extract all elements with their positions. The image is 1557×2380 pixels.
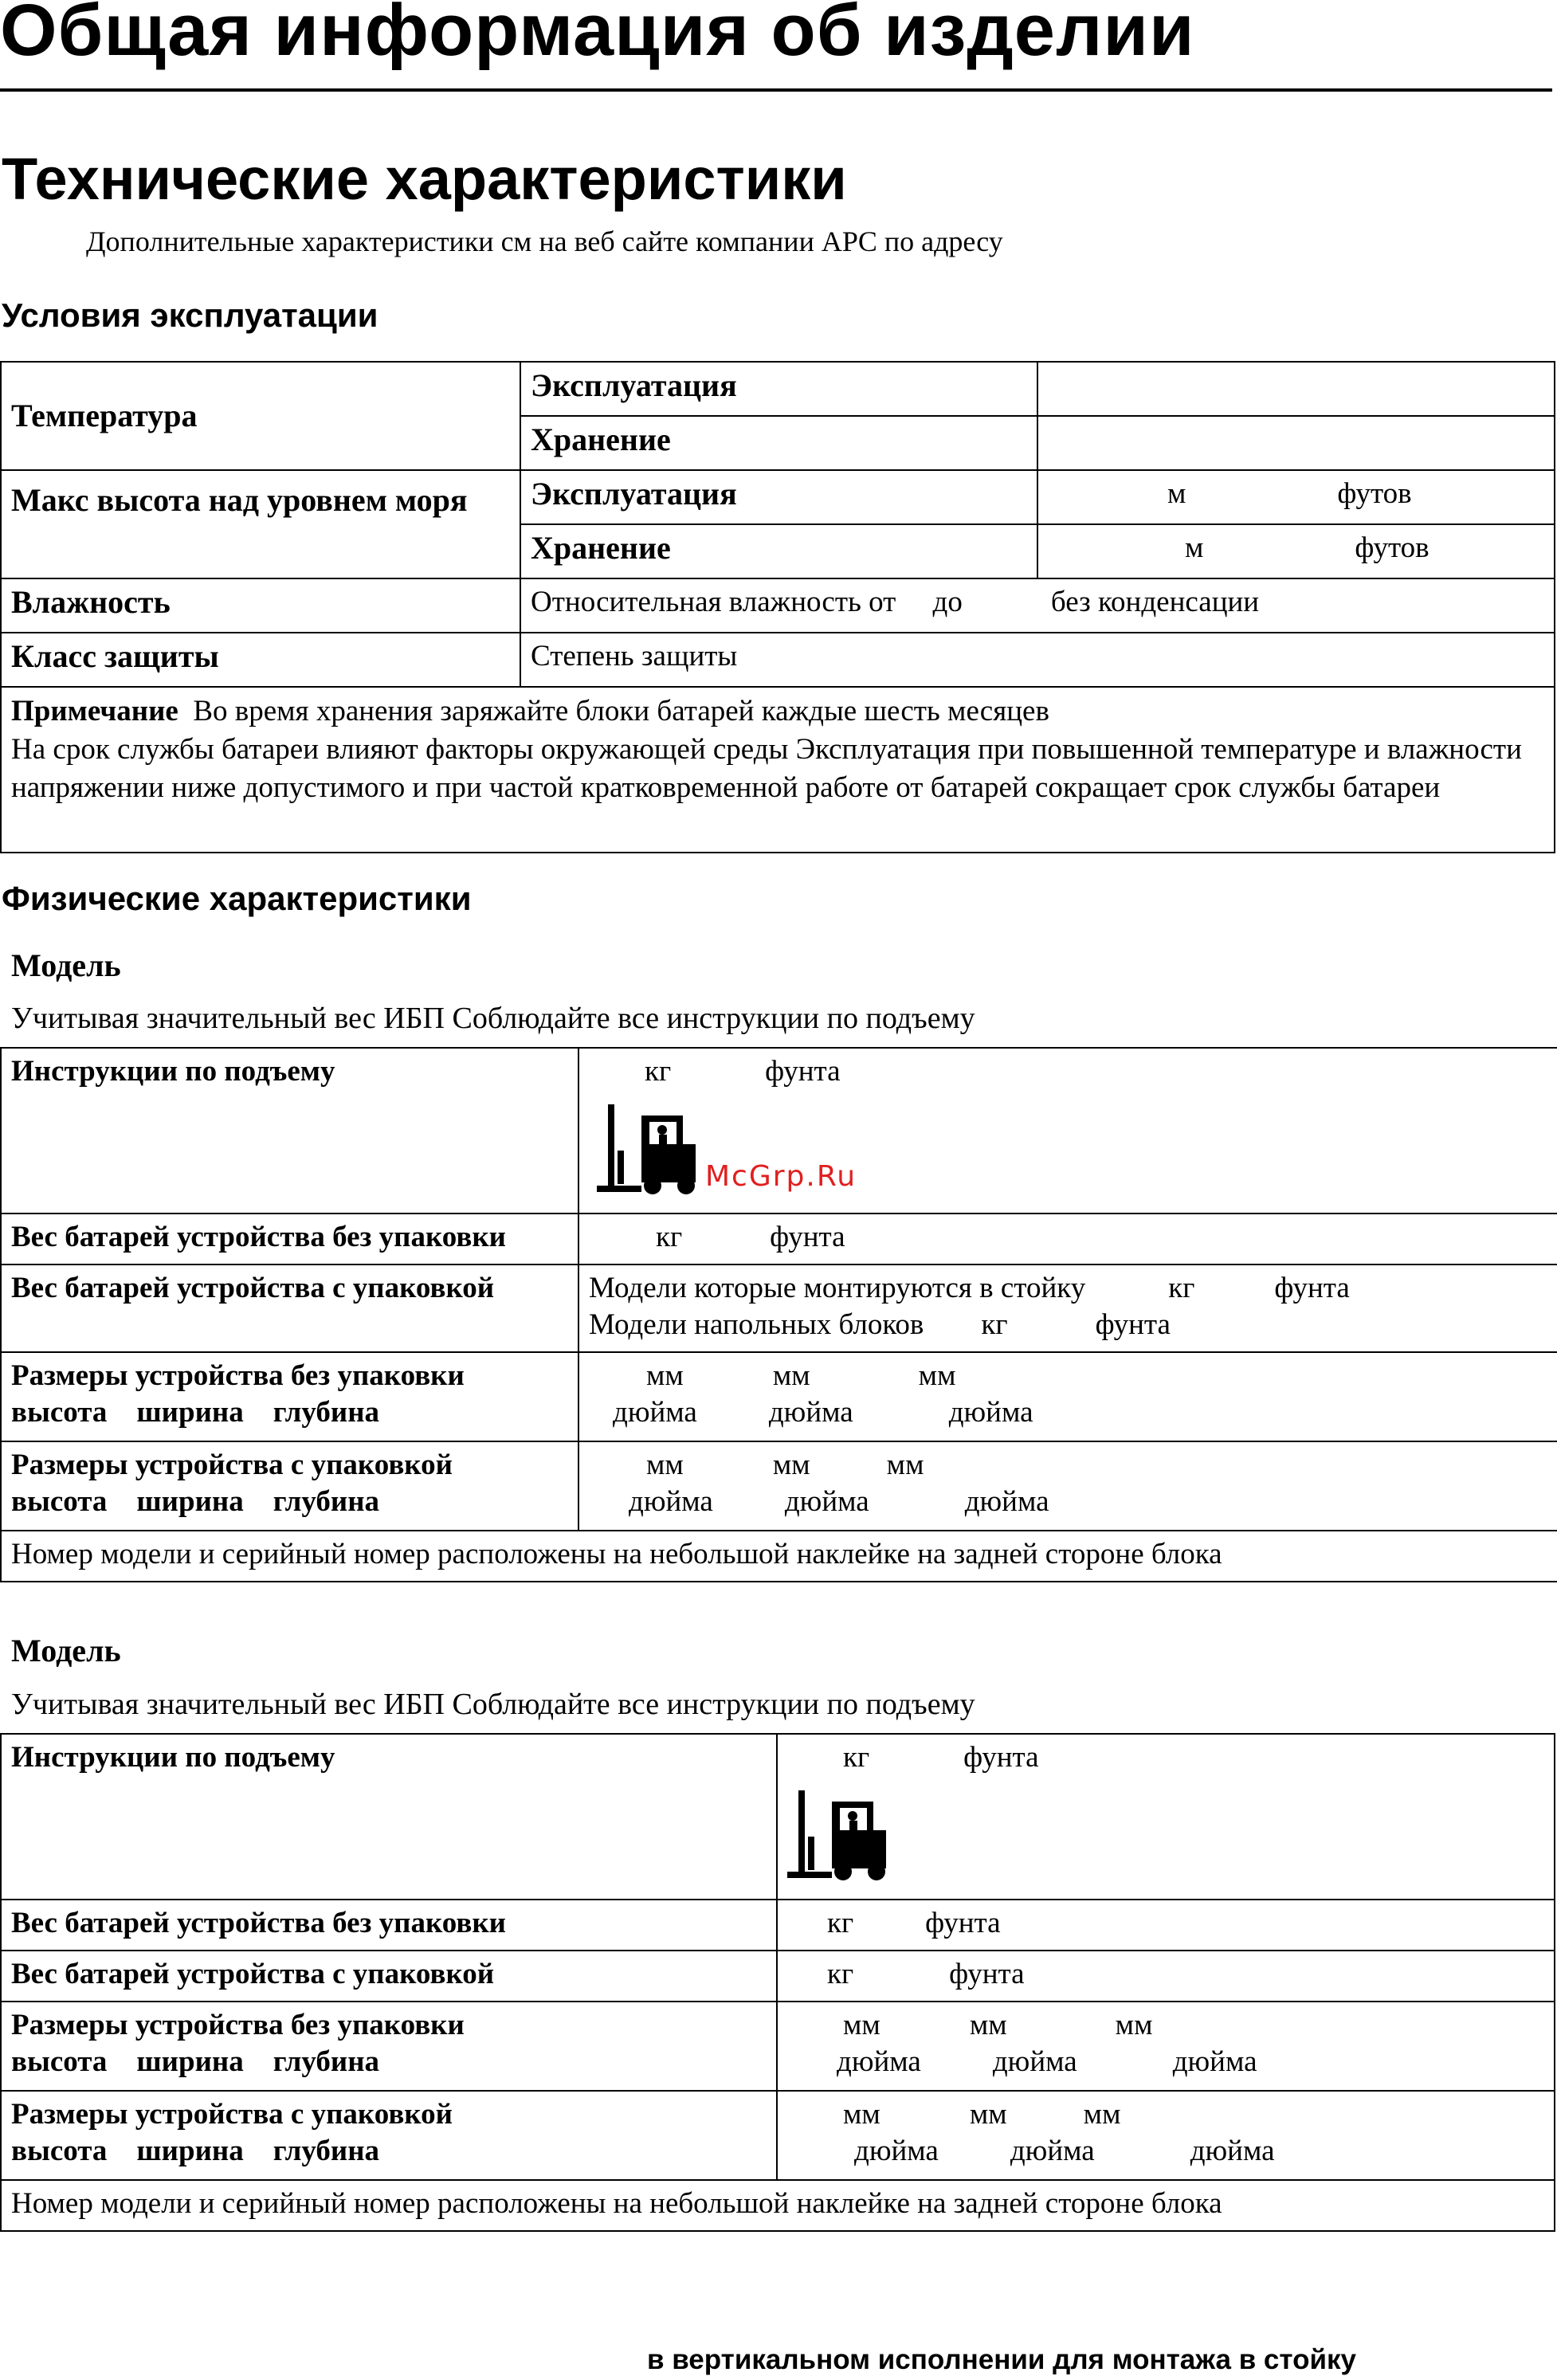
m1-wnp-lb: фунта (770, 1221, 845, 1253)
m1-lift-kg: кг (645, 1055, 672, 1088)
m1-dp-in-h: дюйма (629, 1485, 713, 1518)
m2-wp-lb: фунта (949, 1958, 1025, 1990)
intro-text: Дополнительные характеристики см на веб сайте компании APC по адресу (86, 225, 1003, 257)
m1-dnp-mm-w: мм (772, 1359, 810, 1392)
m1-dnp-title: Размеры устройства без упаковки (11, 1359, 465, 1392)
m2-dnp-in-h: дюйма (837, 2045, 921, 2078)
alt-st-unit-ft: футов (1355, 531, 1430, 564)
model-2-table (0, 1733, 1555, 2232)
m1-weight-no-pack-label: Вес батарей устройства без упаковки (1, 1214, 578, 1264)
m2-weight-no-pack-value (777, 1900, 1555, 1951)
note-text-2: На срок службы батареи влияют факторы окружающей среды Эксплуатация при повышенной температуре и влажности напряжении ниже допустимого и при частой кратковременной работе от батарей сокращает срок службы батареи (11, 733, 1522, 804)
forklift-icon (597, 1100, 708, 1198)
m2-dp-mm-d: мм (1083, 2098, 1121, 2131)
humidity-label: Влажность (1, 578, 520, 633)
alt-operation-value (1037, 470, 1555, 524)
protection-label: Класс защиты (1, 633, 520, 687)
page-footer: в вертикальном исполнении для монтажа в стойку (647, 2344, 1356, 2375)
m1-floor-kg: кг (981, 1308, 1008, 1341)
m1-lifting-label: Инструкции по подъему (1, 1048, 578, 1214)
forklift-icon (787, 1786, 899, 1884)
m2-dnp-mm-d: мм (1115, 2009, 1153, 2041)
m2-dims-no-pack-label (1, 2002, 777, 2091)
m2-weight-pack-value (777, 1951, 1555, 2002)
m1-dp-in-d: дюйма (964, 1485, 1049, 1518)
m1-rack-kg: кг (1168, 1272, 1195, 1304)
m2-wp-kg: кг (827, 1958, 854, 1990)
temp-operation-label: Эксплуатация (520, 362, 1037, 416)
m1-floor-models: Модели напольных блоков (589, 1308, 924, 1341)
section-title: Технические характеристики (2, 146, 847, 212)
m1-rack-lb: фунта (1274, 1272, 1350, 1304)
m1-dims-pack-label (1, 1441, 578, 1531)
m2-dnp-mm-h: мм (843, 2009, 880, 2041)
m2-lifting-label: Инструкции по подъему (1, 1734, 777, 1900)
m1-dp-sub: высота ширина глубина (11, 1485, 380, 1518)
m2-dnp-in-d: дюйма (1172, 2045, 1257, 2078)
m2-dims-pack-label (1, 2091, 777, 2180)
m2-lifting-value (777, 1734, 1555, 1900)
model-2-label: Модель (11, 1633, 121, 1668)
m2-wnp-lb: фунта (925, 1907, 1001, 1939)
m1-rack-models: Модели которые монтируются в стойку (589, 1272, 1086, 1304)
storage-note (1, 687, 1555, 853)
m2-dp-sub: высота ширина глубина (11, 2135, 380, 2167)
m2-dp-mm-h: мм (843, 2098, 880, 2131)
alt-storage-value (1037, 524, 1555, 578)
note-label: Примечание (11, 695, 178, 727)
m1-floor-lb: фунта (1095, 1308, 1171, 1341)
m1-dnp-in-w: дюйма (768, 1396, 853, 1429)
m2-dp-title: Размеры устройства с упаковкой (11, 2098, 453, 2131)
temp-storage-label: Хранение (520, 416, 1037, 470)
m2-dp-in-w: дюйма (1010, 2135, 1095, 2167)
m2-serial-note: Номер модели и серийный номер расположены на небольшой наклейке на задней стороне блока (1, 2180, 1555, 2231)
temperature-label: Температура (1, 362, 520, 470)
phys-heading: Физические характеристики (2, 880, 472, 917)
m1-dp-in-w: дюйма (784, 1485, 869, 1518)
temp-storage-value (1037, 416, 1555, 470)
m1-dims-no-pack-label (1, 1352, 578, 1441)
alt-op-unit-m: м (1167, 477, 1186, 510)
alt-st-unit-m: м (1185, 531, 1204, 564)
m2-wnp-kg: кг (827, 1907, 854, 1939)
m2-dp-in-h: дюйма (854, 2135, 939, 2167)
m1-dp-title: Размеры устройства с упаковкой (11, 1449, 453, 1481)
m1-dnp-mm-d: мм (918, 1359, 956, 1392)
note-text: Во время хранения заряжайте блоки батарей каждые шесть месяцев (193, 695, 1049, 727)
title-divider (0, 88, 1552, 92)
watermark: McGrp.Ru (705, 1160, 857, 1193)
m2-dp-mm-w: мм (969, 2098, 1007, 2131)
altitude-label: Макс высота над уровнем моря (1, 470, 520, 578)
temp-operation-value (1037, 362, 1555, 416)
alt-operation-label: Эксплуатация (520, 470, 1037, 524)
m1-lift-lb: фунта (765, 1055, 841, 1088)
m2-dnp-in-w: дюйма (992, 2045, 1077, 2078)
m2-dp-in-d: дюйма (1190, 2135, 1275, 2167)
m1-dnp-mm-h: мм (646, 1359, 684, 1392)
model-1-warning: Учитывая значительный вес ИБП Соблюдайте все инструкции по подъему (11, 1002, 975, 1035)
m1-dims-pack-value (578, 1441, 1557, 1531)
m1-dnp-in-h: дюйма (613, 1396, 697, 1429)
m1-dp-mm-h: мм (646, 1449, 684, 1481)
m1-weight-pack-value (578, 1264, 1557, 1352)
m1-serial-note: Номер модели и серийный номер расположены на небольшой наклейке на задней стороне блока (1, 1531, 1557, 1582)
env-heading: Условия эксплуатации (2, 296, 378, 334)
humidity-value: Относительная влажность от до без конденсации (520, 578, 1555, 633)
model-1-label: Модель (11, 947, 121, 983)
m1-dp-mm-d: мм (886, 1449, 924, 1481)
m2-weight-no-pack-label: Вес батарей устройства без упаковки (1, 1900, 777, 1951)
m2-dims-pack-value (777, 2091, 1555, 2180)
m2-dnp-mm-w: мм (969, 2009, 1007, 2041)
m1-wnp-kg: кг (656, 1221, 683, 1253)
m1-dp-mm-w: мм (772, 1449, 810, 1481)
m1-dnp-sub: высота ширина глубина (11, 1396, 380, 1429)
m1-dnp-in-d: дюйма (948, 1396, 1033, 1429)
m2-lift-kg: кг (843, 1741, 870, 1774)
alt-op-unit-ft: футов (1337, 477, 1412, 510)
page-title: Общая информация об изделии (0, 0, 1195, 71)
env-table (0, 361, 1555, 853)
alt-storage-label: Хранение (520, 524, 1037, 578)
m2-dnp-sub: высота ширина глубина (11, 2045, 380, 2078)
model-1-table (0, 1047, 1557, 1582)
m2-lift-lb: фунта (963, 1741, 1039, 1774)
protection-value: Степень защиты (520, 633, 1555, 687)
m2-dims-no-pack-value (777, 2002, 1555, 2091)
m1-dims-no-pack-value (578, 1352, 1557, 1441)
m2-dnp-title: Размеры устройства без упаковки (11, 2009, 465, 2041)
m1-lifting-value (578, 1048, 1557, 1214)
model-2-warning: Учитывая значительный вес ИБП Соблюдайте все инструкции по подъему (11, 1688, 975, 1721)
m1-weight-pack-label: Вес батарей устройства с упаковкой (1, 1264, 578, 1352)
m1-weight-no-pack-value (578, 1214, 1557, 1264)
m2-weight-pack-label: Вес батарей устройства с упаковкой (1, 1951, 777, 2002)
